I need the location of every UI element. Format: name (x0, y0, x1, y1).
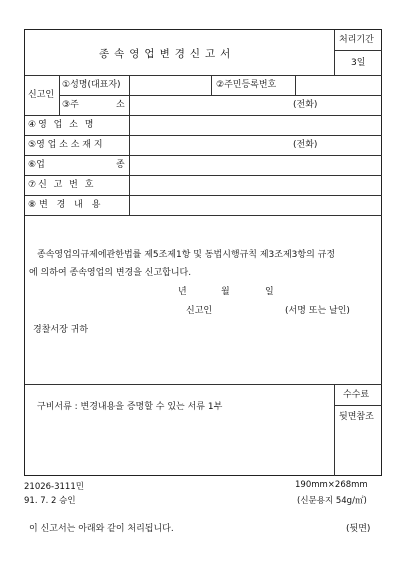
address-label-tail: 소 (116, 100, 125, 110)
date-year-label: 년 (178, 287, 187, 297)
paper-size: 190mm×268mm (295, 480, 368, 490)
address-label: ③주 (62, 100, 79, 110)
date-month-label: 월 (221, 287, 230, 297)
fee-value: 뒷면참조 (339, 412, 374, 422)
report-number-field[interactable] (130, 176, 381, 194)
declaration-line-1: 종속영업의규제에관한법률 제5조제1항 및 동법시행규칙 제3조제3항의 규정 (37, 250, 336, 260)
approval-date: 91. 7. 2 승인 (24, 496, 76, 506)
rule (334, 384, 335, 476)
report-number-label: ⑦신 고 번 호 (28, 180, 96, 190)
business-location-field[interactable] (130, 136, 290, 154)
processing-period-label: 처리기간 (339, 35, 374, 45)
rule (25, 215, 382, 216)
rule (334, 50, 382, 51)
business-name-field[interactable] (130, 116, 381, 134)
rule (211, 75, 212, 95)
name-label: ①성명(대표자) (62, 80, 121, 90)
form-code: 21026-3111민 (24, 482, 84, 492)
report-form (24, 29, 382, 476)
attachments-text: 구비서류 : 변경내용을 증명할 수 있는 서류 1부 (37, 402, 223, 412)
addressee: 경찰서장 귀하 (33, 325, 89, 335)
paper-type: (신문용지 54g/㎡) (297, 496, 367, 506)
reporter-section-label: 신고인 (28, 90, 55, 100)
processing-period-value: 3일 (351, 58, 366, 68)
fee-label: 수수료 (343, 390, 370, 400)
change-details-label: ⑧변 경 내 용 (28, 200, 104, 210)
rule (59, 75, 60, 115)
business-type-label: ⑥업 (28, 160, 45, 170)
address-phone-label: (전화) (293, 100, 318, 110)
name-field[interactable] (130, 76, 210, 94)
business-location-phone-label: (전화) (293, 140, 318, 150)
business-type-label-tail: 종 (116, 160, 125, 170)
address-field[interactable] (130, 96, 290, 114)
date-day-label: 일 (265, 287, 274, 297)
signature-label: (서명 또는 날인) (285, 306, 350, 316)
declarer-label: 신고인 (186, 306, 213, 316)
form-title: 종속영업변경신고서 (99, 48, 236, 60)
back-page-label: (뒷면) (346, 524, 371, 534)
rule (334, 405, 382, 406)
reg-no-field[interactable] (296, 76, 381, 94)
rule (334, 30, 335, 75)
rule (25, 384, 382, 385)
business-location-label: ⑤영 업 소 소 재 지 (28, 140, 103, 150)
declaration-line-2: 에 의하여 종속영업의 변경을 신고합니다. (29, 268, 192, 278)
business-type-field[interactable] (130, 156, 381, 174)
processing-note: 이 신고서는 아래와 같이 처리됩니다. (29, 524, 174, 534)
reg-no-label: ②주민등록번호 (216, 80, 277, 90)
business-name-label: ④영 업 소 명 (28, 120, 96, 130)
change-details-field[interactable] (130, 196, 381, 214)
